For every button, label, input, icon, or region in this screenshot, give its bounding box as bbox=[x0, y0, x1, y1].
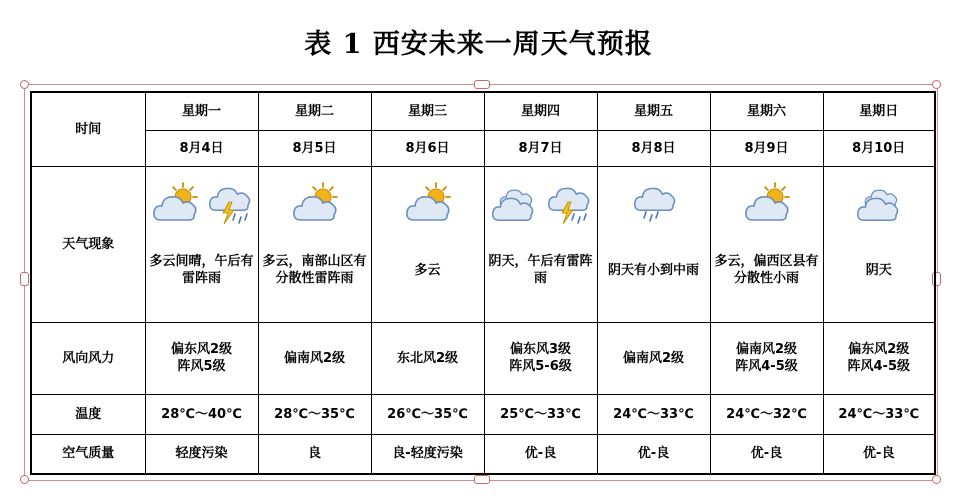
weather-icons bbox=[149, 178, 255, 230]
wind-cell bbox=[597, 322, 710, 394]
weekday-cell: 星期六 bbox=[710, 92, 823, 130]
wind-line: 阵风4-5级 bbox=[847, 359, 910, 374]
cloudy-icon bbox=[490, 182, 538, 226]
resize-handle-top-middle[interactable] bbox=[474, 80, 490, 89]
date-cell: 8月6日 bbox=[371, 130, 484, 166]
resize-handle-top-right[interactable] bbox=[932, 80, 941, 89]
wind-line: 阵风4-5级 bbox=[735, 359, 798, 374]
resize-handle-bottom-right[interactable] bbox=[932, 475, 941, 484]
air-quality-cell: 良 bbox=[258, 434, 371, 474]
resize-handle-bottom-left[interactable] bbox=[20, 475, 29, 484]
weather-condition: 多云间晴，午后有雷阵雨 bbox=[149, 254, 254, 286]
temperature-cell: 24℃～33℃ bbox=[597, 394, 710, 434]
weather-icons bbox=[714, 178, 820, 230]
cloudy-icon bbox=[855, 182, 903, 226]
resize-handle-bottom-middle[interactable] bbox=[474, 475, 490, 484]
wind-cell bbox=[371, 322, 484, 394]
weekday-cell: 星期五 bbox=[597, 92, 710, 130]
air-quality-cell: 优-良 bbox=[710, 434, 823, 474]
partly-cloudy-sun-icon bbox=[151, 182, 199, 226]
partly-cloudy-sun-icon bbox=[404, 182, 452, 226]
temperature-cell: 26℃～35℃ bbox=[371, 394, 484, 434]
wind-cell bbox=[484, 322, 597, 394]
weather-condition: 阴天 bbox=[865, 262, 892, 278]
weather-forecast-table bbox=[30, 91, 936, 475]
resize-handle-top-left[interactable] bbox=[20, 80, 29, 89]
weather-cell bbox=[597, 166, 710, 322]
row-label-air-quality: 空气质量 bbox=[31, 434, 145, 474]
row-label-wind: 风向风力 bbox=[31, 322, 145, 394]
date-cell: 8月9日 bbox=[710, 130, 823, 166]
date-cell: 8月4日 bbox=[145, 130, 258, 166]
thunderstorm-icon bbox=[544, 182, 592, 226]
weather-cell bbox=[145, 166, 258, 322]
weekday-row bbox=[31, 92, 935, 130]
thunderstorm-icon bbox=[205, 182, 253, 226]
weather-condition: 多云，偏西区县有分散性小雨 bbox=[714, 254, 819, 286]
weekday-cell: 星期日 bbox=[823, 92, 935, 130]
air-quality-cell: 轻度污染 bbox=[145, 434, 258, 474]
wind-row bbox=[31, 322, 935, 394]
wind-cell bbox=[258, 322, 371, 394]
weather-cell bbox=[258, 166, 371, 322]
temperature-row bbox=[31, 394, 935, 434]
partly-cloudy-sun-icon bbox=[743, 182, 791, 226]
date-cell: 8月7日 bbox=[484, 130, 597, 166]
temperature-cell: 28℃～35℃ bbox=[258, 394, 371, 434]
temperature-cell: 24℃～32℃ bbox=[710, 394, 823, 434]
temperature-cell: 24℃～33℃ bbox=[823, 394, 935, 434]
weather-condition: 多云，南部山区有分散性雷阵雨 bbox=[262, 254, 367, 286]
row-label-weather: 天气现象 bbox=[31, 166, 145, 322]
weather-icons bbox=[375, 178, 481, 230]
weather-cell bbox=[371, 166, 484, 322]
wind-line: 偏南风2级 bbox=[283, 350, 346, 366]
temperature-cell: 28℃～40℃ bbox=[145, 394, 258, 434]
wind-line: 阵风5-6级 bbox=[509, 359, 572, 374]
date-cell: 8月5日 bbox=[258, 130, 371, 166]
table-title: 表 1 西安未来一周天气预报 bbox=[304, 29, 653, 60]
weather-condition: 阴天，午后有雷阵雨 bbox=[488, 254, 593, 286]
weather-icons bbox=[262, 178, 368, 230]
resize-handle-left-middle[interactable] bbox=[20, 272, 29, 286]
weather-cell bbox=[484, 166, 597, 322]
weekday-cell: 星期二 bbox=[258, 92, 371, 130]
air-quality-cell: 优-良 bbox=[597, 434, 710, 474]
date-cell: 8月8日 bbox=[597, 130, 710, 166]
date-cell: 8月10日 bbox=[823, 130, 935, 166]
wind-line: 偏南风2级 bbox=[622, 350, 685, 366]
date-row bbox=[31, 130, 935, 166]
row-label-temperature: 温度 bbox=[31, 394, 145, 434]
weather-icons bbox=[827, 178, 932, 230]
weather-condition: 阴天有小到中雨 bbox=[607, 262, 699, 278]
air-quality-cell: 良-轻度污染 bbox=[371, 434, 484, 474]
light-rain-icon bbox=[630, 182, 678, 226]
weather-cell bbox=[823, 166, 935, 322]
weather-icons bbox=[488, 178, 594, 230]
weather-row bbox=[31, 166, 935, 322]
weather-icons bbox=[601, 178, 707, 230]
wind-line: 阵风5级 bbox=[177, 359, 226, 374]
wind-line: 偏东风2级 bbox=[848, 342, 910, 357]
wind-line: 偏东风2级 bbox=[170, 342, 233, 357]
wind-line: 偏南风2级 bbox=[735, 342, 798, 357]
wind-cell bbox=[823, 322, 935, 394]
wind-line: 东北风2级 bbox=[396, 350, 459, 366]
weather-condition: 多云 bbox=[414, 262, 441, 278]
air-quality-cell: 优-良 bbox=[484, 434, 597, 474]
temperature-cell: 25℃～33℃ bbox=[484, 394, 597, 434]
weekday-cell: 星期四 bbox=[484, 92, 597, 130]
air-quality-cell: 优-良 bbox=[823, 434, 935, 474]
row-label-time: 时间 bbox=[31, 92, 145, 166]
wind-cell bbox=[710, 322, 823, 394]
weekday-cell: 星期三 bbox=[371, 92, 484, 130]
weather-cell bbox=[710, 166, 823, 322]
weekday-cell: 星期一 bbox=[145, 92, 258, 130]
partly-cloudy-sun-icon bbox=[291, 182, 339, 226]
wind-line: 偏东风3级 bbox=[509, 342, 572, 357]
wind-cell bbox=[145, 322, 258, 394]
air-quality-row bbox=[31, 434, 935, 474]
